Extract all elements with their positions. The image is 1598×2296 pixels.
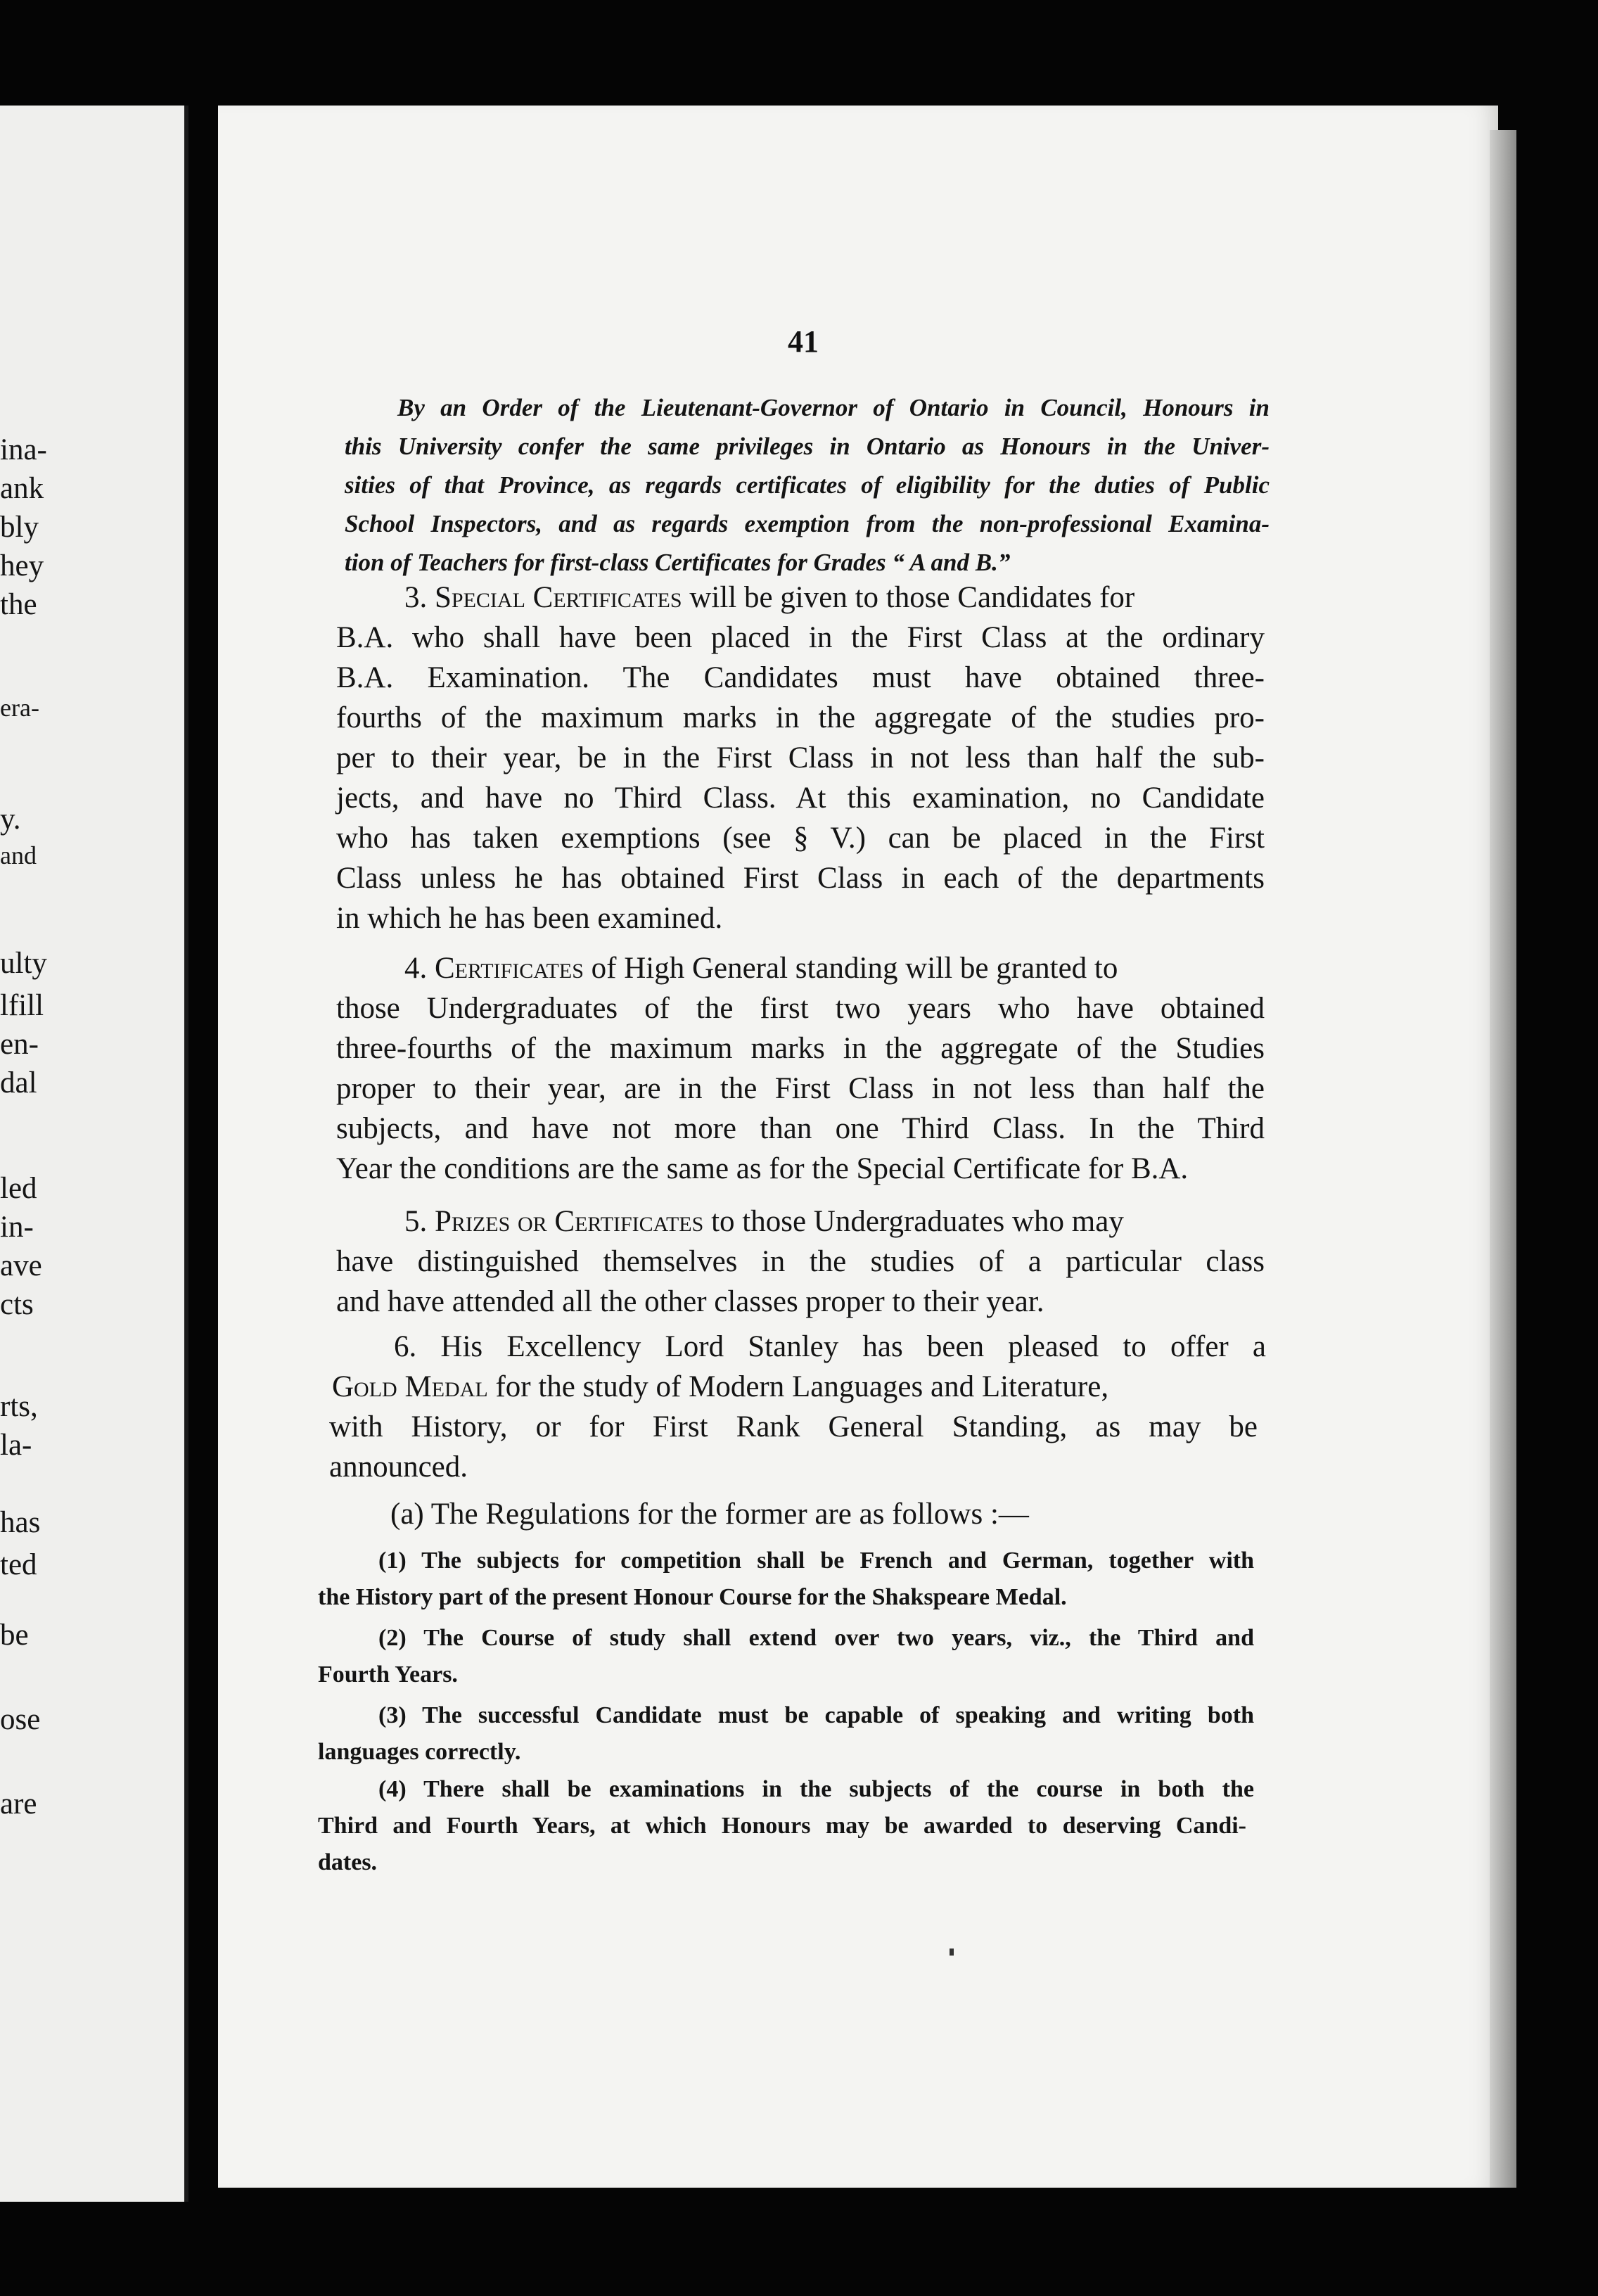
section5-line: and have attended all the other classes proper to their year. [336, 1285, 1044, 1318]
left-page-fragment: dal [0, 1066, 37, 1099]
section-number: 4. [404, 952, 428, 985]
section5-first-line [404, 1204, 1124, 1239]
left-page-fragment: ank [0, 472, 44, 505]
left-page-fragment: la- [0, 1429, 32, 1462]
left-page-fragment: hey [0, 549, 44, 582]
section3-line: B.A. Examination. The Candidates must have obtained three- [336, 661, 1265, 694]
section4-line: Year the conditions are the same as for the Special Certificate for B.A. [336, 1152, 1189, 1185]
order-note-line: By an Order of the Lieutenant-Governor of Ontario in Council, Honours in [397, 394, 1270, 421]
section-number: 5. [404, 1205, 428, 1238]
left-page-fragment: be [0, 1619, 29, 1652]
section3-line: jects, and have no Third Class. At this examination, no Candidate [336, 782, 1265, 815]
section6-line: 6. His Excellency Lord Stanley has been pleased to offer a [394, 1330, 1266, 1363]
regulation-line: the History part of the present Honour Course for the Shakspeare Medal. [318, 1584, 1067, 1610]
section4-line: three-fourths of the maximum marks in the aggregate of the Studies [336, 1032, 1265, 1065]
left-page-fragment: bly [0, 511, 39, 544]
section3-line: in which he has been examined. [336, 902, 723, 935]
gold-medal-heading: Gold Medal [332, 1370, 488, 1403]
left-page-fragment: ulty [0, 947, 47, 980]
section3-line: per to their year, be in the First Class in not less than half the sub- [336, 741, 1265, 774]
section3-line: B.A. who shall have been placed in the First Class at the ordinary [336, 621, 1265, 654]
left-page-fragment: in- [0, 1211, 34, 1244]
left-page-fragment: are [0, 1787, 37, 1820]
regulation-line: languages correctly. [318, 1739, 521, 1765]
section-heading: Certificates [435, 952, 584, 985]
regulation-line: Fourth Years. [318, 1662, 458, 1688]
page-number: 41 [788, 324, 819, 359]
section5-line: have distinguished themselves in the studies of a particular class [336, 1245, 1265, 1278]
regulation-line: (1) The subjects for competition shall be French and German, together with [378, 1548, 1254, 1574]
left-page-fragment: led [0, 1172, 37, 1205]
left-page-fragment: has [0, 1506, 41, 1539]
section4-line: subjects, and have not more than one Third Class. In the Third [336, 1112, 1265, 1145]
section-text: of High General standing will be granted to [583, 952, 1118, 985]
order-note-line: tion of Teachers for first-class Certificates for Grades “ A and B.” [345, 549, 1011, 576]
regulation-line: (2) The Course of study shall extend over two years, viz., the Third and [378, 1625, 1254, 1651]
order-note-line: sities of that Province, as regards certificates of eligibility for the duties of Public [345, 471, 1270, 499]
left-page-fragment: ave [0, 1249, 42, 1282]
dot-mark [950, 1949, 954, 1956]
subsection-a: (a) The Regulations for the former are as follows :— [390, 1498, 1029, 1531]
section-heading: Special Certificates [435, 581, 682, 614]
section4-line: proper to their year, are in the First Class in not less than half the [336, 1072, 1265, 1105]
previous-page-strip [0, 106, 188, 2202]
left-page-fragment: cts [0, 1288, 34, 1321]
section6-line: announced. [329, 1450, 468, 1484]
left-page-fragment: ina- [0, 433, 47, 466]
left-page-fragment: lfill [0, 989, 44, 1022]
left-page-fragment: and [0, 841, 37, 869]
regulation-line: (3) The successful Candidate must be capable of speaking and writing both [378, 1702, 1254, 1728]
section4-first-line [404, 951, 1118, 986]
regulation-line: Third and Fourth Years, at which Honours may be awarded to deserving Candi- [318, 1813, 1246, 1839]
section3-line: fourths of the maximum marks in the aggregate of the studies pro- [336, 701, 1265, 734]
section3-first-line [404, 580, 1134, 615]
section6-line: with History, or for First Rank General Standing, as may be [329, 1410, 1258, 1443]
section-number: 3. [404, 581, 428, 614]
regulation-line: dates. [318, 1849, 378, 1875]
section3-line: who has taken exemptions (see § V.) can be placed in the First [336, 822, 1265, 855]
section-heading: Prizes or Certificates [435, 1205, 704, 1238]
page-edge [1490, 130, 1516, 2188]
left-page-fragment: y. [0, 803, 21, 836]
section-text: will be given to those Candidates for [682, 581, 1135, 614]
section4-line: those Undergraduates of the first two years who have obtained [336, 992, 1265, 1025]
regulation-line: (4) There shall be examinations in the subjects of the course in both the [378, 1776, 1254, 1802]
left-page-fragment: ted [0, 1548, 37, 1581]
left-page-fragment: en- [0, 1028, 39, 1061]
section-text: for the study of Modern Languages and Literature, [487, 1370, 1109, 1403]
left-page-fragment: rts, [0, 1390, 38, 1423]
left-page-fragment: the [0, 588, 37, 621]
section-text: to those Undergraduates who may [703, 1205, 1124, 1238]
left-page-fragment: ose [0, 1703, 41, 1736]
left-page-fragment: era- [0, 694, 39, 722]
order-note-line: this University confer the same privileges in Ontario as Honours in the Univer- [345, 433, 1270, 460]
order-note-line: School Inspectors, and as regards exemption from the non-professional Examina- [345, 510, 1270, 537]
section6-line [332, 1370, 1108, 1404]
section3-line: Class unless he has obtained First Class in each of the departments [336, 862, 1265, 895]
